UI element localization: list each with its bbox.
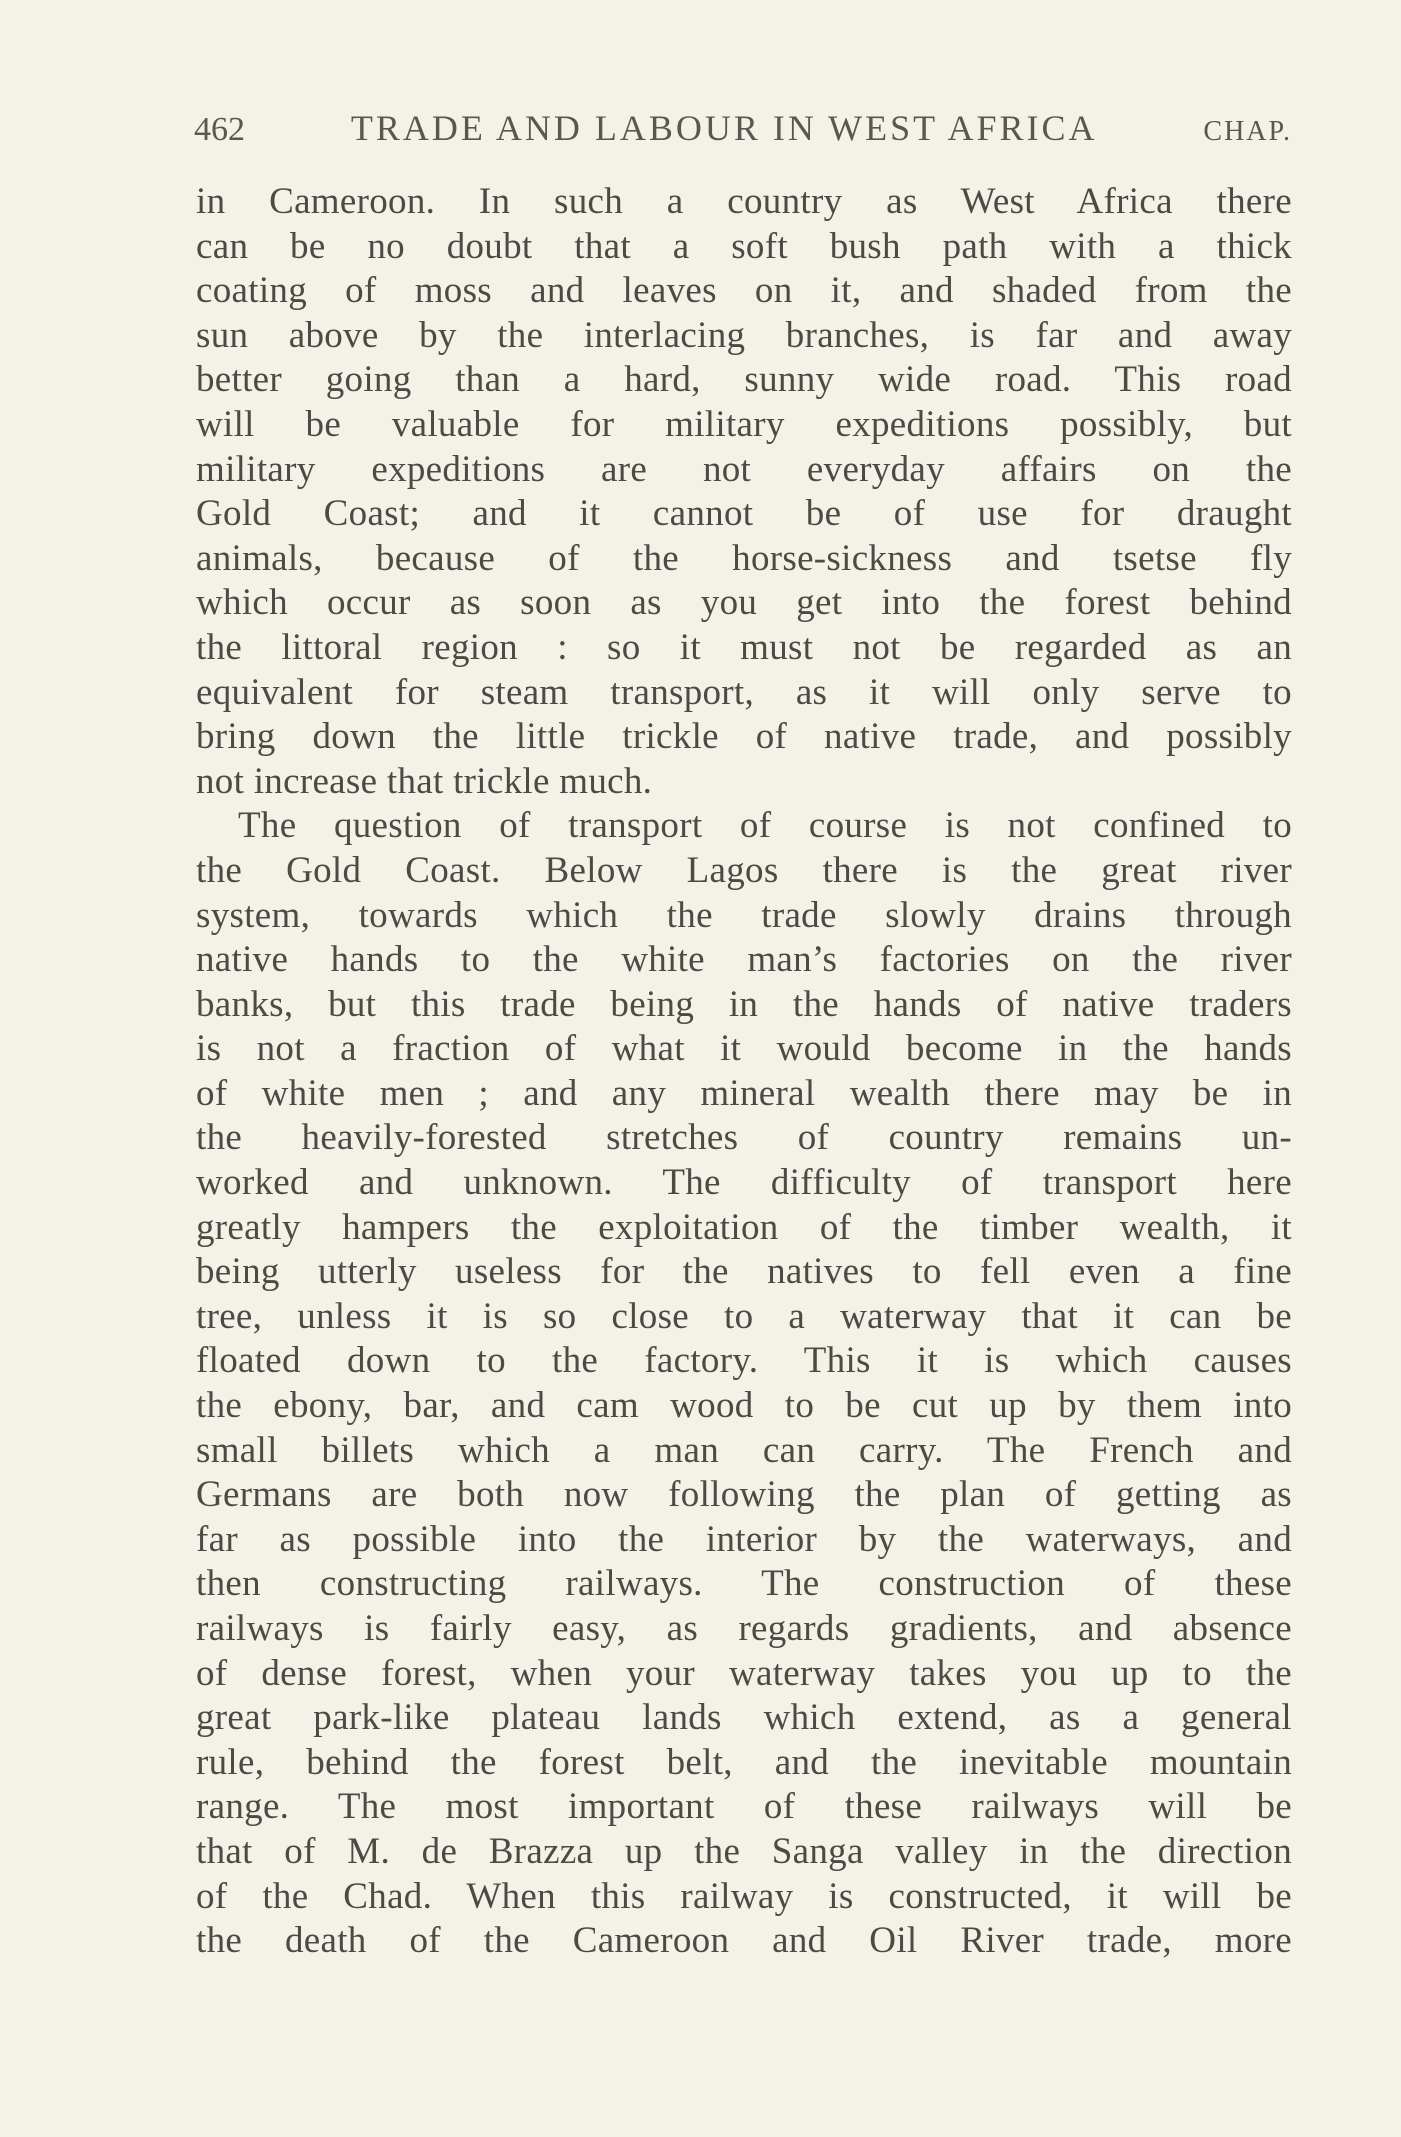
text-line: then constructing railways. The construction of these bbox=[196, 1563, 1292, 1605]
text-line: range. The most important of these railways will be bbox=[196, 1786, 1292, 1828]
text-line: system, towards which the trade slowly drains through bbox=[196, 894, 1292, 936]
text-line: great park-like plateau lands which extend, as a general bbox=[196, 1697, 1292, 1739]
text-line: of the Chad. When this railway is constructed, it will be bbox=[196, 1875, 1292, 1917]
text-line: sun above by the interlacing branches, is far and away bbox=[196, 314, 1292, 356]
text-line: not increase that trickle much. bbox=[196, 760, 653, 802]
text-line: native hands to the white man’s factories on the river bbox=[196, 939, 1292, 981]
text-line: which occur as soon as you get into the forest behind bbox=[196, 582, 1292, 624]
text-line: in Cameroon. In such a country as West Africa there bbox=[196, 181, 1292, 222]
text-line: is not a fraction of what it would become in the hands bbox=[196, 1028, 1292, 1070]
text-line: The question of transport of course is not confined to bbox=[238, 805, 1292, 847]
text-line: that of M. de Brazza up the Sanga valley in the direction bbox=[196, 1830, 1292, 1872]
text-line: will be valuable for military expeditions possibly, but bbox=[196, 403, 1292, 445]
text-line: floated down to the factory. This it is which causes bbox=[196, 1340, 1292, 1382]
text-line: the ebony, bar, and cam wood to be cut up by them into bbox=[196, 1385, 1292, 1427]
text-line: of dense forest, when your waterway takes you up to the bbox=[196, 1652, 1292, 1694]
text-line: railways is fairly easy, as regards gradients, and absence bbox=[196, 1608, 1292, 1649]
paragraph-2 bbox=[196, 804, 1292, 1963]
text-line: the heavily-forested stretches of country remains un- bbox=[196, 1117, 1292, 1159]
running-head bbox=[194, 107, 1292, 153]
text-line: far as possible into the interior by the waterways, and bbox=[196, 1518, 1292, 1560]
running-title: TRADE AND LABOUR IN WEST AFRICA bbox=[350, 108, 1098, 148]
text-line: military expeditions are not everyday affairs on the bbox=[196, 448, 1292, 490]
text-line: rule, behind the forest belt, and the inevitable mountain bbox=[196, 1741, 1292, 1783]
text-line: animals, because of the horse-sickness and tsetse fly bbox=[196, 537, 1292, 579]
text-line: worked and unknown. The difficulty of transport here bbox=[196, 1162, 1292, 1204]
text-line: of white men ; and any mineral wealth there may be in bbox=[196, 1072, 1292, 1114]
text-line: equivalent for steam transport, as it will only serve to bbox=[196, 671, 1292, 713]
page-number: 462 bbox=[194, 111, 245, 148]
text-line: bring down the little trickle of native trade, and possibly bbox=[196, 716, 1292, 758]
text-line: greatly hampers the exploitation of the timber wealth, it bbox=[196, 1206, 1292, 1248]
paragraph-1 bbox=[196, 180, 1292, 804]
text-line: tree, unless it is so close to a waterway that it can be bbox=[196, 1295, 1292, 1337]
text-line: better going than a hard, sunny wide road. This road bbox=[196, 359, 1292, 401]
text-line: banks, but this trade being in the hands of native traders bbox=[196, 983, 1292, 1025]
text-line: the littoral region : so it must not be regarded as an bbox=[196, 626, 1292, 668]
text-line: coating of moss and leaves on it, and shaded from the bbox=[196, 270, 1292, 312]
text-line: the death of the Cameroon and Oil River trade, more bbox=[196, 1920, 1292, 1962]
text-line: the Gold Coast. Below Lagos there is the great river bbox=[196, 849, 1292, 891]
text-line: Germans are both now following the plan of getting as bbox=[196, 1474, 1292, 1516]
text-line: being utterly useless for the natives to fell even a fine bbox=[196, 1251, 1292, 1293]
text-line: can be no doubt that a soft bush path with a thick bbox=[196, 225, 1292, 267]
text-line: Gold Coast; and it cannot be of use for draught bbox=[196, 493, 1292, 535]
chapter-label: CHAP. bbox=[1203, 116, 1292, 147]
text-line: small billets which a man can carry. The French and bbox=[196, 1429, 1292, 1471]
body-text bbox=[196, 180, 1292, 1964]
